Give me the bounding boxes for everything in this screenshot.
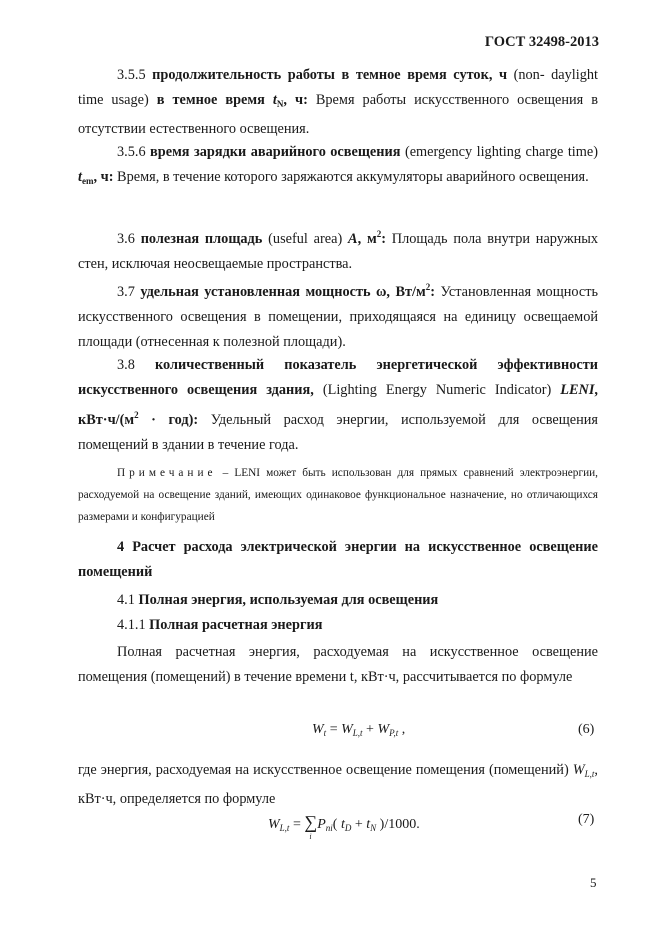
- formula-7-number: (7): [578, 812, 595, 827]
- term: продолжительность работы в темное время суток, ч: [152, 67, 508, 83]
- document-header: ГОСТ 32498-2013: [484, 34, 599, 50]
- definition-3-5-5: 3.5.5 продолжительность работы в темное время суток, ч (non- daylight time usage) в темное время $t_N$, ч: Время работы искусственного освещения в отсутствии естественного освещения.: [78, 67, 599, 137]
- formula-7: $W_{L,t}$ = ∑ i $P_{ni}$( $t_D + t_N$ )/1000.: [268, 812, 420, 841]
- body-paragraph-2: где энергия, расходуемая на искусственное освещение помещения (помещений) $W_{L,t}$, кВт·ч, определяется по формуле: [78, 762, 598, 807]
- formula-6-number: (6): [578, 722, 595, 737]
- term: количественный показатель энергетической эффективности искусственного освещения здания,: [78, 357, 598, 398]
- term: полезная площадь: [140, 231, 263, 247]
- section-4-heading: 4 Расчет расхода электрической энергии на искусственное освещение помещений: [78, 539, 598, 580]
- section-4-1-heading: 4.1 Полная энергия, используемая для освещения: [117, 592, 439, 608]
- page-number: 5: [590, 875, 597, 890]
- term: время зарядки аварийного освещения: [150, 144, 401, 160]
- section-4-1-1-heading: 4.1.1 Полная расчетная энергия: [117, 617, 323, 633]
- body-paragraph-1: Полная расчетная энергия, расходуемая на искусственное освещение помещения (помещений) в течение времени t, кВт·ч, рассчитывается по формуле: [78, 644, 598, 685]
- term: удельная установленная мощность: [140, 284, 371, 300]
- note-text: – LENI может быть использован для прямых сравнений электроэнергии, расходуемой на освещение зданий, имеющих одинаковое функциональное назначение, но отличающихся размерами и конфигурацией: [78, 467, 598, 523]
- note-label: Примечание: [117, 467, 217, 479]
- definition-3-8: 3.8 количественный показатель энергетической эффективности искусственного освещения здания, (Lighting Energy Numeric Indicator) LENI, $кВт\cdot ч/(м^2 \cdot год)$: Удельный расход энергии, используемой для освещения помещений в здании в течение года.: [78, 357, 599, 453]
- note: [78, 462, 598, 528]
- definition-3-5-6: 3.5.6 время зарядки аварийного освещения (emergency lighting charge time) $t_{em}$, ч: Время, в течение которого заряжаются аккумуляторы аварийного освещения.: [78, 144, 598, 186]
- formula-6: $W_t = W_{L,t} + W_{P,t}$ ,: [312, 722, 406, 738]
- definition-3-6: 3.6 полезная площадь (useful area) A, $м^2$: Площадь пола внутри наружных стен, исключая неосвещаемые пространства.: [78, 229, 599, 272]
- sum-symbol: ∑ i: [304, 812, 318, 841]
- definition-3-7: 3.7 удельная установленная мощность ω, $Вт/м^2$: Установленная мощность искусственного освещения в помещении, приходящаяся на единицу освещаемой площади (отнесенная к полезной площади).: [78, 282, 598, 350]
